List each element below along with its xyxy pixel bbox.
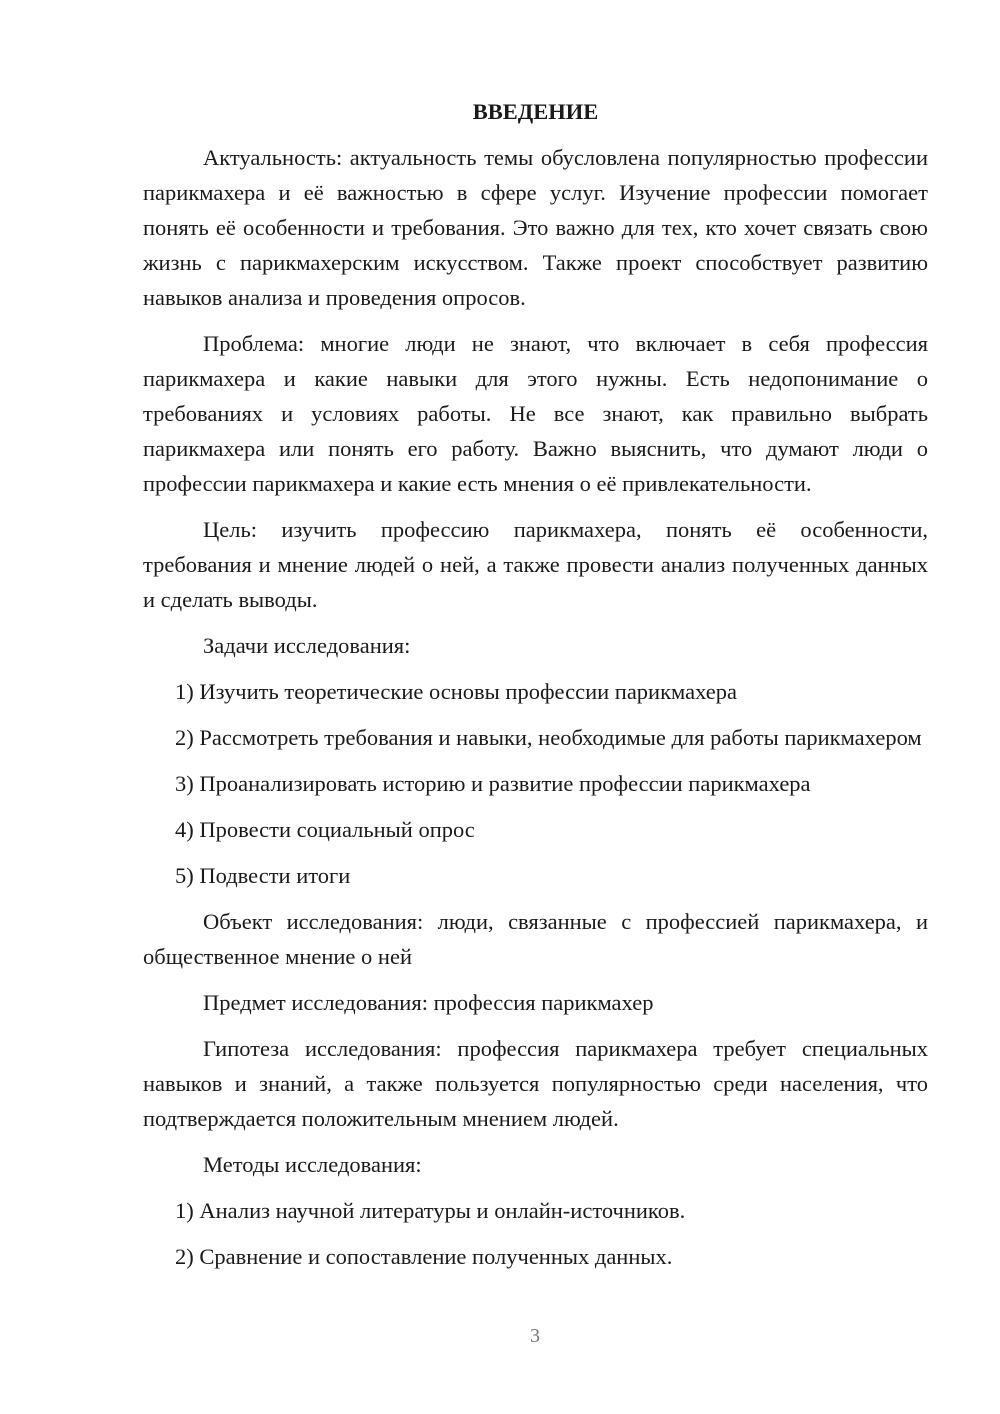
page-content (143, 94, 928, 1285)
method-item-2: 2) Сравнение и сопоставление полученных данных. (175, 1244, 673, 1269)
paragraph-problem: Проблема: многие люди не знают, что включает в себя профессия парикмахера и какие навыки для этого нужны. Есть недопонимание о требованиях и условиях работы. Не все знают, как правильно выбрать парикмахера или понять его работу. Важно выяснить, что думают люди о профессии парикмахера и какие есть мнения о её привлекательности. (143, 331, 928, 496)
task-item-5: 5) Подвести итоги (175, 863, 351, 888)
task-item-3: 3) Проанализировать историю и развитие профессии парикмахера (175, 771, 811, 796)
task-item-4: 4) Провести социальный опрос (175, 817, 475, 842)
paragraph-hypothesis: Гипотеза исследования: профессия парикмахера требует специальных навыков и знаний, а также пользуется популярностью среди населения, что подтверждается положительным мнением людей. (143, 1036, 928, 1131)
task-item-1: 1) Изучить теоретические основы профессии парикмахера (175, 679, 738, 704)
page-number: 3 (530, 1325, 540, 1347)
paragraph-subject: Предмет исследования: профессия парикмахер (203, 990, 654, 1015)
paragraph-goal: Цель: изучить профессию парикмахера, понять её особенности, требования и мнение людей о ней, а также провести анализ полученных данных и сделать выводы. (143, 517, 928, 612)
paragraph-object: Объект исследования: люди, связанные с профессией парикмахера, и общественное мнение о ней (143, 909, 928, 969)
methods-heading: Методы исследования: (203, 1152, 422, 1177)
method-item-1: 1) Анализ научной литературы и онлайн-источников. (175, 1198, 686, 1223)
paragraph-relevance: Актуальность: актуальность темы обусловлена популярностью профессии парикмахера и её важностью в сфере услуг. Изучение профессии помогает понять её особенности и требования. Это важно для тех, кто хочет связать свою жизнь с парикмахерским искусством. Также проект способствует развитию навыков анализа и проведения опросов. (143, 145, 928, 310)
task-item-2: 2) Рассмотреть требования и навыки, необходимые для работы парикмахером (175, 725, 922, 750)
tasks-heading: Задачи исследования: (203, 633, 411, 658)
section-title: ВВЕДЕНИЕ (472, 99, 599, 124)
